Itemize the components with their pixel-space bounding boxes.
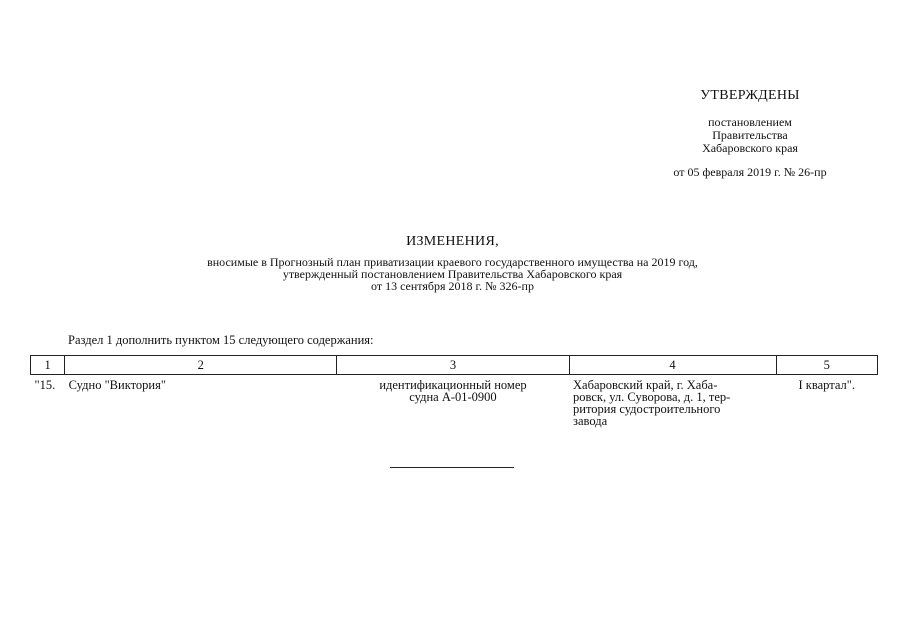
approval-date: от 05 февраля 2019 г. № 26-пр — [673, 165, 827, 179]
intro-text: Раздел 1 дополнить пунктом 15 следующего содержания: — [68, 333, 374, 347]
property-id-line-1: идентификационный номер — [379, 378, 527, 392]
address-line-3: ритория судостроительного — [573, 402, 721, 416]
property-address — [569, 375, 776, 428]
column-header-1: 1 — [31, 356, 65, 375]
changes-table — [30, 355, 878, 427]
approval-line-1: постановлением — [708, 115, 792, 129]
column-header-2: 2 — [65, 356, 337, 375]
property-id-line-2: судна А-01-0900 — [409, 390, 497, 404]
document-heading — [100, 234, 805, 292]
privatization-period: I квартал". — [798, 378, 855, 392]
table-header-row — [31, 356, 878, 375]
approval-title: УТВЕРЖДЕНЫ — [700, 88, 800, 103]
property-name: Судно "Виктория" — [68, 378, 166, 392]
heading-line-1: вносимые в Прогнозный план приватизации краевого государственного имущества на 2019 год, — [207, 255, 698, 269]
column-header-4: 4 — [569, 356, 776, 375]
address-line-2: ровск, ул. Суворова, д. 1, тер- — [573, 390, 731, 404]
column-header-3: 3 — [337, 356, 569, 375]
approval-line-3: Хабаровского края — [702, 141, 798, 155]
column-header-5: 5 — [776, 356, 878, 375]
approval-block — [640, 88, 860, 180]
row-number: "15. — [34, 378, 56, 392]
address-line-1: Хабаровский край, г. Хаба- — [573, 378, 718, 392]
address-line-4: завода — [573, 414, 608, 428]
heading-title: ИЗМЕНЕНИЯ, — [406, 234, 499, 249]
heading-line-3: от 13 сентября 2018 г. № 326-пр — [371, 279, 534, 293]
heading-line-2: утвержденный постановлением Правительства Хабаровского края — [282, 267, 623, 281]
separator-line — [390, 467, 514, 468]
table-row — [31, 375, 878, 428]
approval-line-2: Правительства — [712, 128, 788, 142]
property-id — [337, 375, 569, 428]
